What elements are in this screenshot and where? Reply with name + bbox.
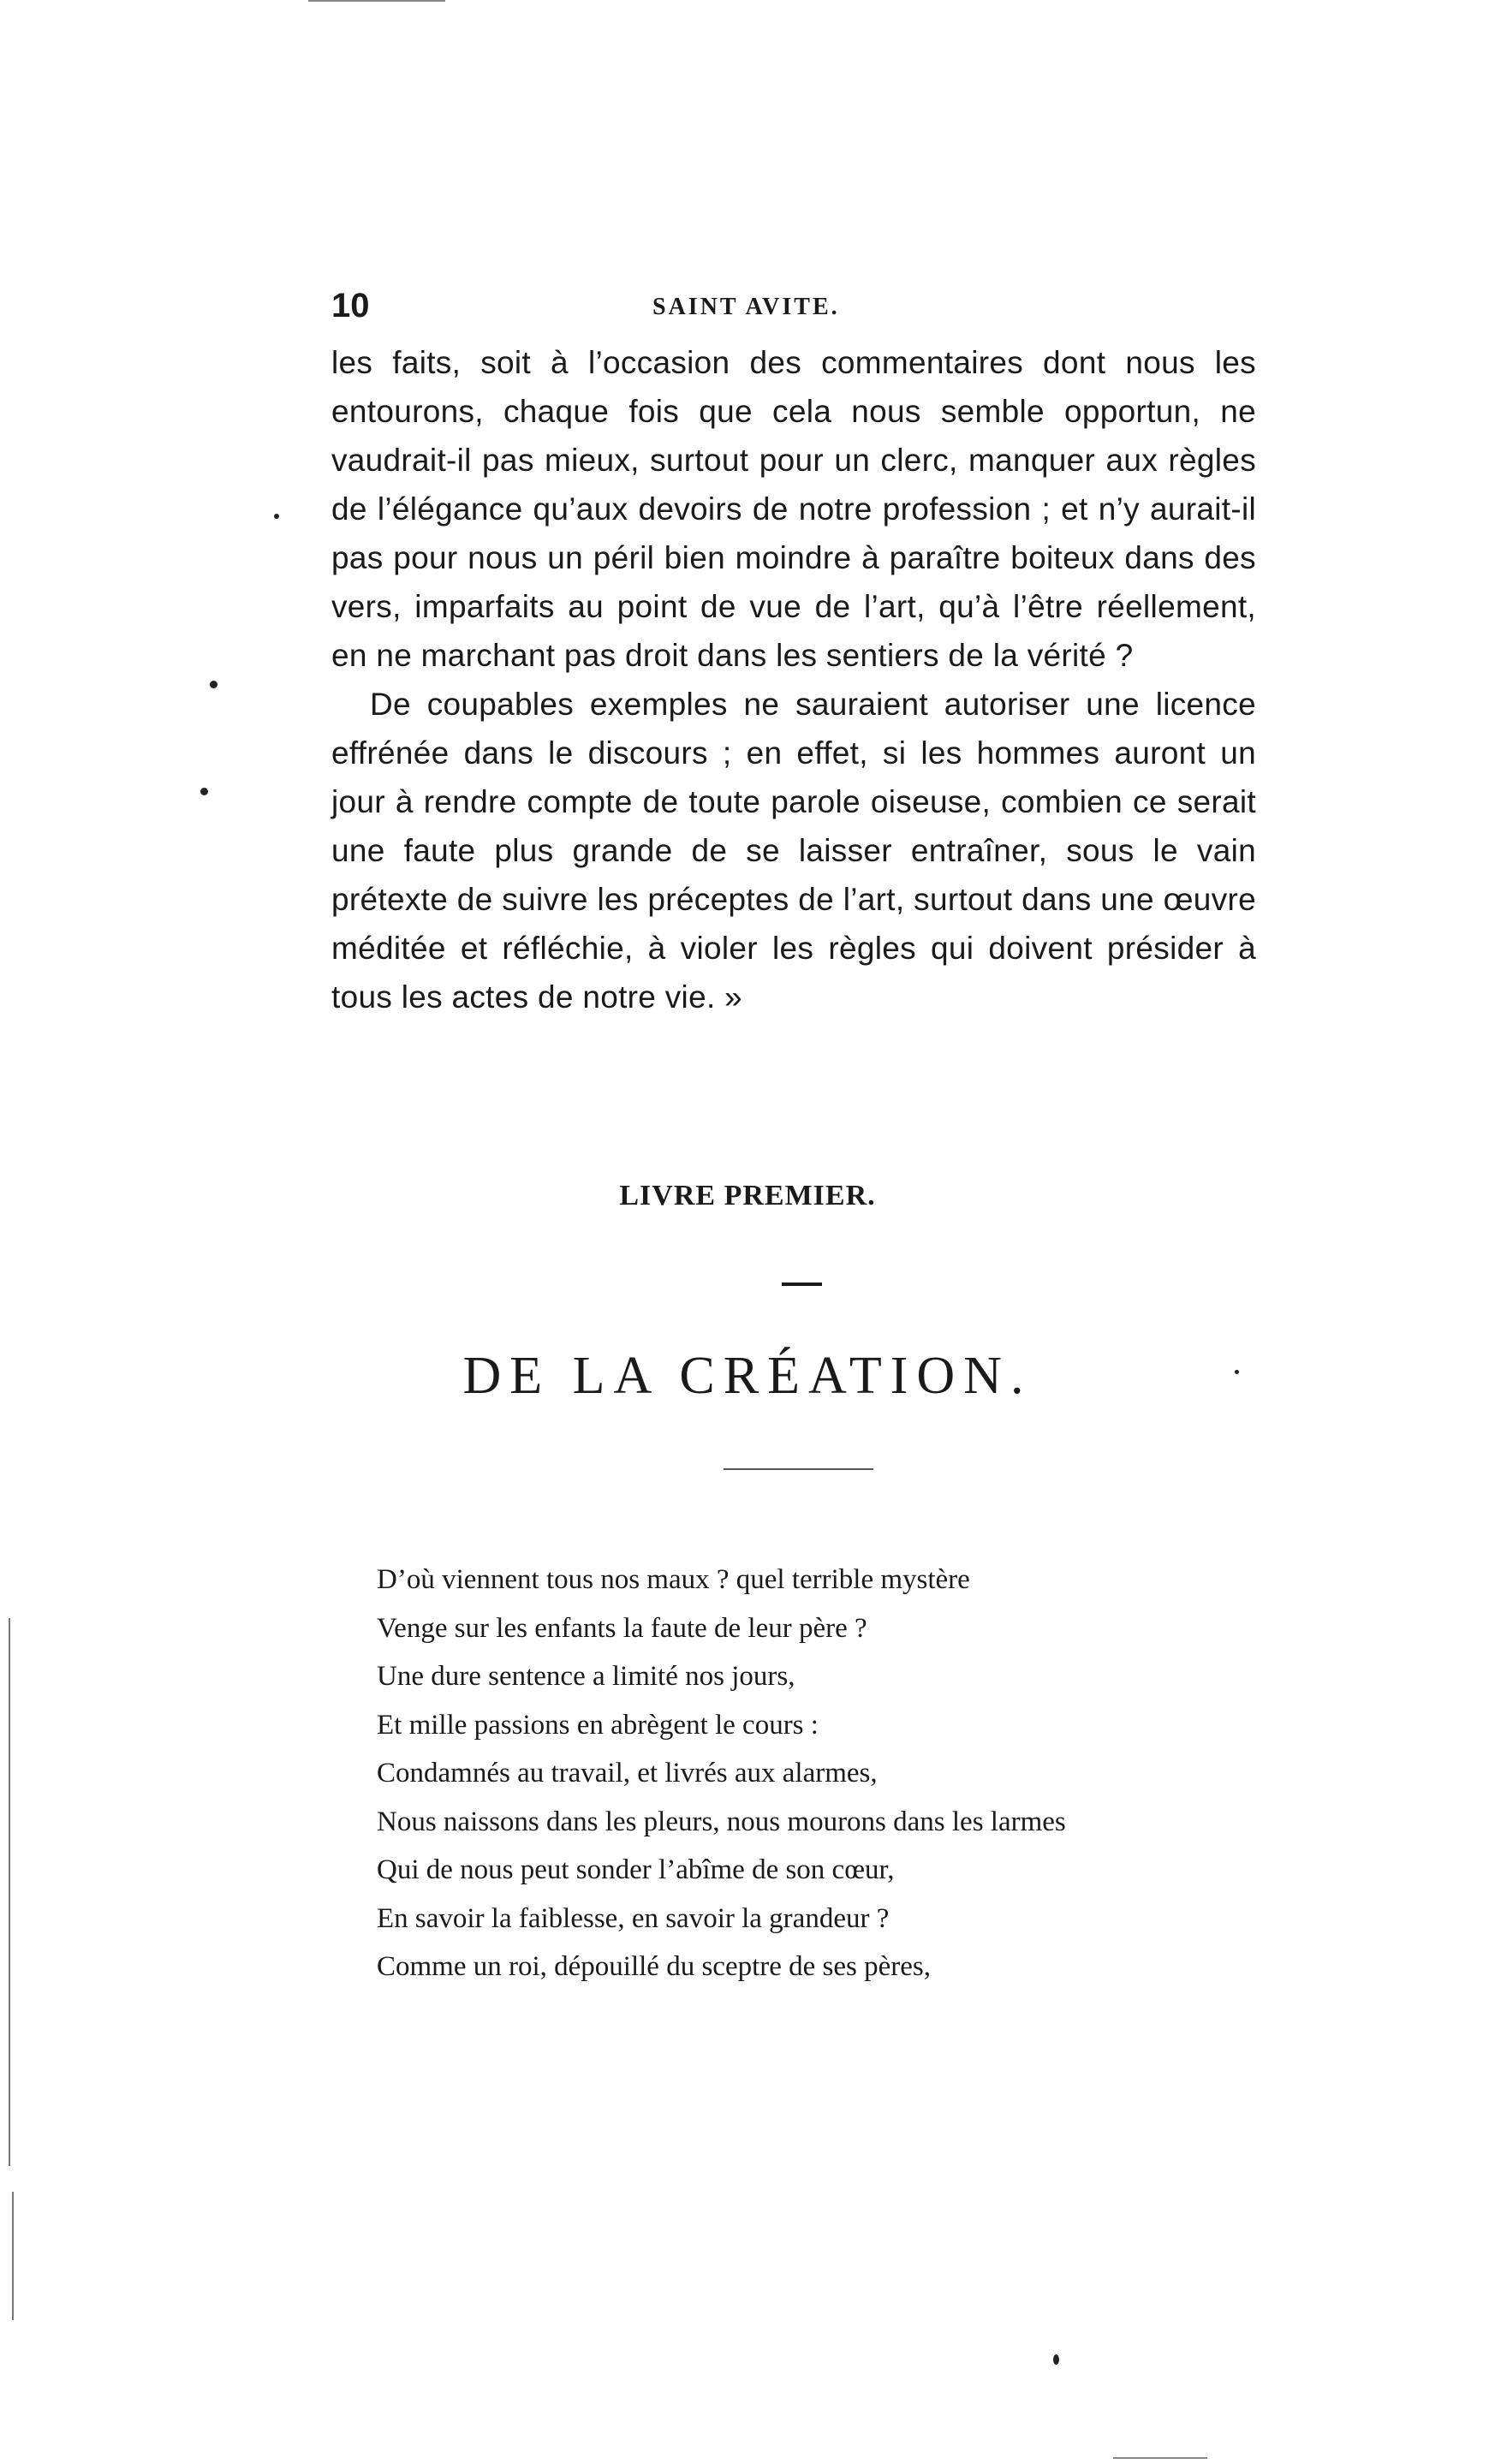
- prose-text: [331, 338, 1256, 1021]
- scan-speck: [1053, 2354, 1059, 2365]
- scan-margin-line: [9, 1618, 10, 2166]
- poem-line: D’où viennent tous nos maux ? quel terrible mystère: [377, 1564, 970, 1595]
- prose-paragraph: les faits, soit à l’occasion des commentaires dont nous les entourons, chaque fois que cela nous semble opportun, ne vaudrait-il pas mieux, surtout pour un clerc, manquer aux règles de l’élégance qu’aux devoirs de notre profession ; et n’y aurait-il pas pour nous un péril bien moindre à paraître boiteux dans des vers, imparfaits au point de vue de l’art, qu’à l’être réellement, en ne marchant pas droit dans les sentiers de la vérité ?: [331, 345, 1256, 673]
- book-title: LIVRE PREMIER.: [619, 1180, 876, 1211]
- poem: [377, 1556, 1327, 1991]
- section-title: DE LA CRÉATION.: [462, 1347, 1033, 1405]
- scan-edge-line-bottom: [1113, 2457, 1207, 2459]
- running-head: SAINT AVITE.: [652, 294, 840, 320]
- poem-line: Comme un roi, dépouillé du sceptre de ses pères,: [377, 1951, 931, 1982]
- scan-margin-line: [12, 2192, 14, 2320]
- prose-paragraph: De coupables exemples ne sauraient autoriser une licence effrénée dans le discours ; en effet, si les hommes auront un jour à rendre compte de toute parole oiseuse, combien ce serait une faute plus grande de se laisser entraîner, sous le vain prétexte de suivre les préceptes de l’art, surtout dans une œuvre méditée et réfléchie, à violer les règles qui doivent présider à tous les actes de notre vie. »: [331, 687, 1256, 1015]
- poem-line: En savoir la faiblesse, en savoir la grandeur ?: [377, 1902, 890, 1934]
- page-number: 10: [331, 287, 370, 324]
- poem-line: Et mille passions en abrègent le cours :: [377, 1709, 819, 1741]
- poem-line: Qui de nous peut sonder l’abîme de son cœur,: [377, 1854, 895, 1885]
- scan-speck: [274, 514, 279, 519]
- poem-line: Condamnés au travail, et livrés aux alarmes,: [377, 1758, 878, 1788]
- scan-speck: [200, 788, 208, 795]
- page-header: [331, 287, 1256, 330]
- poem-line: Nous naissons dans les pleurs, nous mourons dans les larmes: [377, 1806, 1066, 1837]
- scan-speck: [1235, 1370, 1239, 1374]
- divider-thin: [724, 1468, 873, 1470]
- poem-line: Une dure sentence a limité nos jours,: [377, 1661, 795, 1692]
- poem-line: Venge sur les enfants la faute de leur père ?: [377, 1612, 867, 1644]
- divider-short: [782, 1283, 822, 1286]
- scan-speck: [210, 681, 217, 688]
- scan-edge-line-top: [308, 0, 445, 2]
